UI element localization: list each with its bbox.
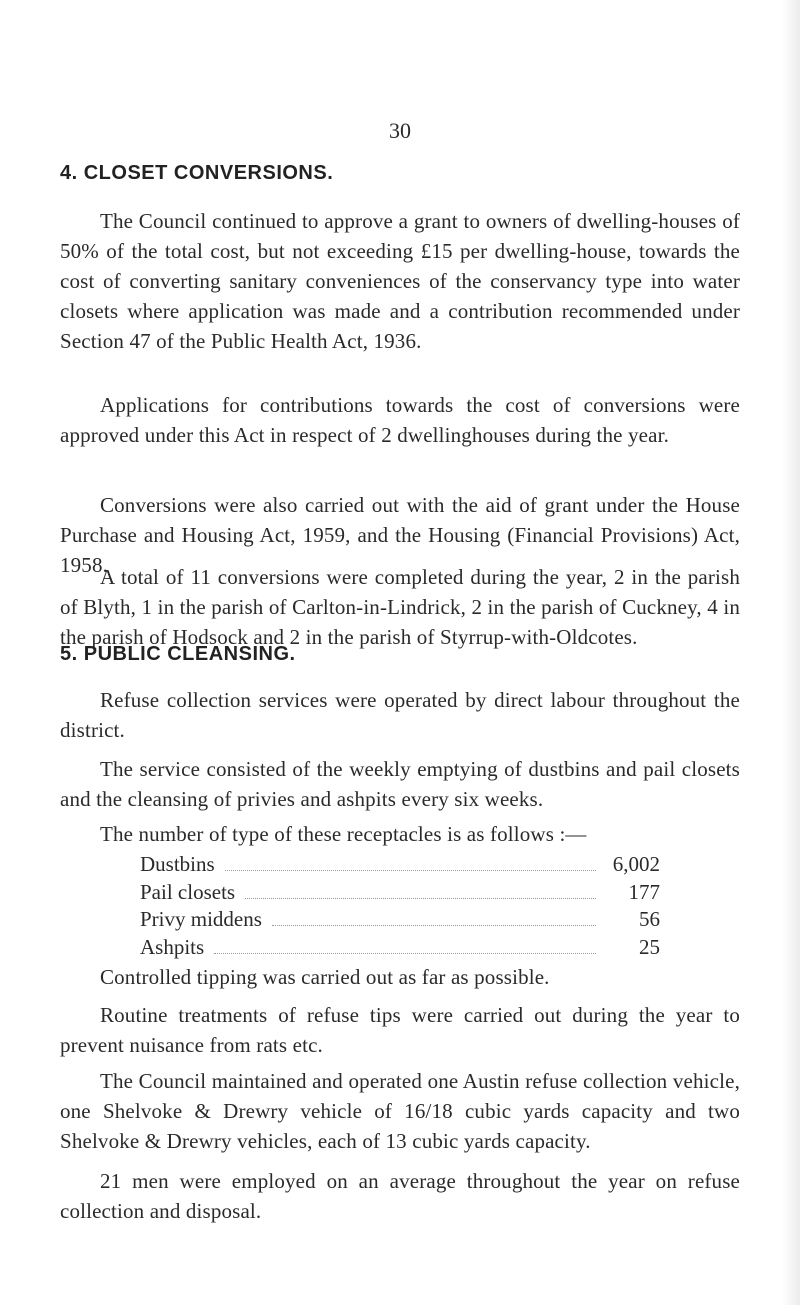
receptacle-name: Ashpits xyxy=(140,934,205,959)
receptacle-name: Pail closets xyxy=(140,879,236,904)
section-4-paragraph-3: Conversions were also carried out with the aid of grant under the House Purchase and Housing Act, 1959, and the Housing (Financial Provisions) Act, 1958. xyxy=(60,493,740,577)
receptacles-table xyxy=(140,852,660,962)
table-row xyxy=(140,907,660,935)
table-row xyxy=(140,935,660,963)
table-row xyxy=(140,852,660,880)
section-5-paragraph-7: 21 men were employed on an average throughout the year on refuse collection and disposal. xyxy=(60,1169,740,1223)
section-5-heading: 5. PUBLIC CLEANSING. xyxy=(60,643,296,665)
section-5-paragraph-6: The Council maintained and operated one Austin refuse collection vehicle, one Shelvoke & Drewry vehicle of 16/18 cubic yards capacity and two Shelvoke & Drewry vehicles, each of 13 cubic yards capacity. xyxy=(60,1069,740,1153)
section-5-paragraph-1: Refuse collection services were operated by direct labour throughout the district. xyxy=(60,688,740,742)
receptacle-name: Dustbins xyxy=(140,852,215,876)
section-5-paragraph-5: Routine treatments of refuse tips were carried out during the year to prevent nuisance from rats etc. xyxy=(60,1003,740,1057)
receptacle-count: 56 xyxy=(639,907,660,931)
section-4-paragraph-4: A total of 11 conversions were completed during the year, 2 in the parish of Blyth, 1 in the parish of Carlton-in-Lindrick, 2 in the parish of Cuckney, 4 in the parish of Hodsock and 2 in the parish of Styrrup-with-Oldcotes. xyxy=(60,565,740,649)
section-4-heading: 4. CLOSET CONVERSIONS. xyxy=(60,162,334,184)
leader-dots xyxy=(214,953,596,954)
leader-dots xyxy=(225,870,596,871)
receptacle-count: 25 xyxy=(639,934,660,959)
leader-dots xyxy=(272,925,596,926)
leader-dots xyxy=(245,898,596,899)
receptacle-name: Privy middens xyxy=(140,907,262,931)
section-5-paragraph-4: Controlled tipping was carried out as far as possible. xyxy=(100,965,550,989)
page-number: 30 xyxy=(389,118,411,143)
section-4-paragraph-2: Applications for contributions towards the cost of conversions were approved under this Act in respect of 2 dwellinghouses during the year. xyxy=(60,393,740,447)
page-edge-shadow xyxy=(782,0,800,1305)
section-5-paragraph-3: The number of type of these receptacles is as follows :— xyxy=(100,822,587,846)
receptacle-count: 177 xyxy=(628,879,660,904)
section-4-paragraph-1: The Council continued to approve a grant to owners of dwelling-houses of 50% of the total cost, but not exceeding £15 per dwelling-house, towards the cost of converting sanitary conveniences of the conservancy type into water closets where application was made and a contribution recommended under Section 47 of the Public Health Act, 1936. xyxy=(60,209,740,353)
section-5-paragraph-2: The service consisted of the weekly emptying of dustbins and pail closets and the cleansing of privies and ashpits every six weeks. xyxy=(60,757,740,811)
table-row xyxy=(140,880,660,908)
receptacle-count: 6,002 xyxy=(612,852,660,876)
